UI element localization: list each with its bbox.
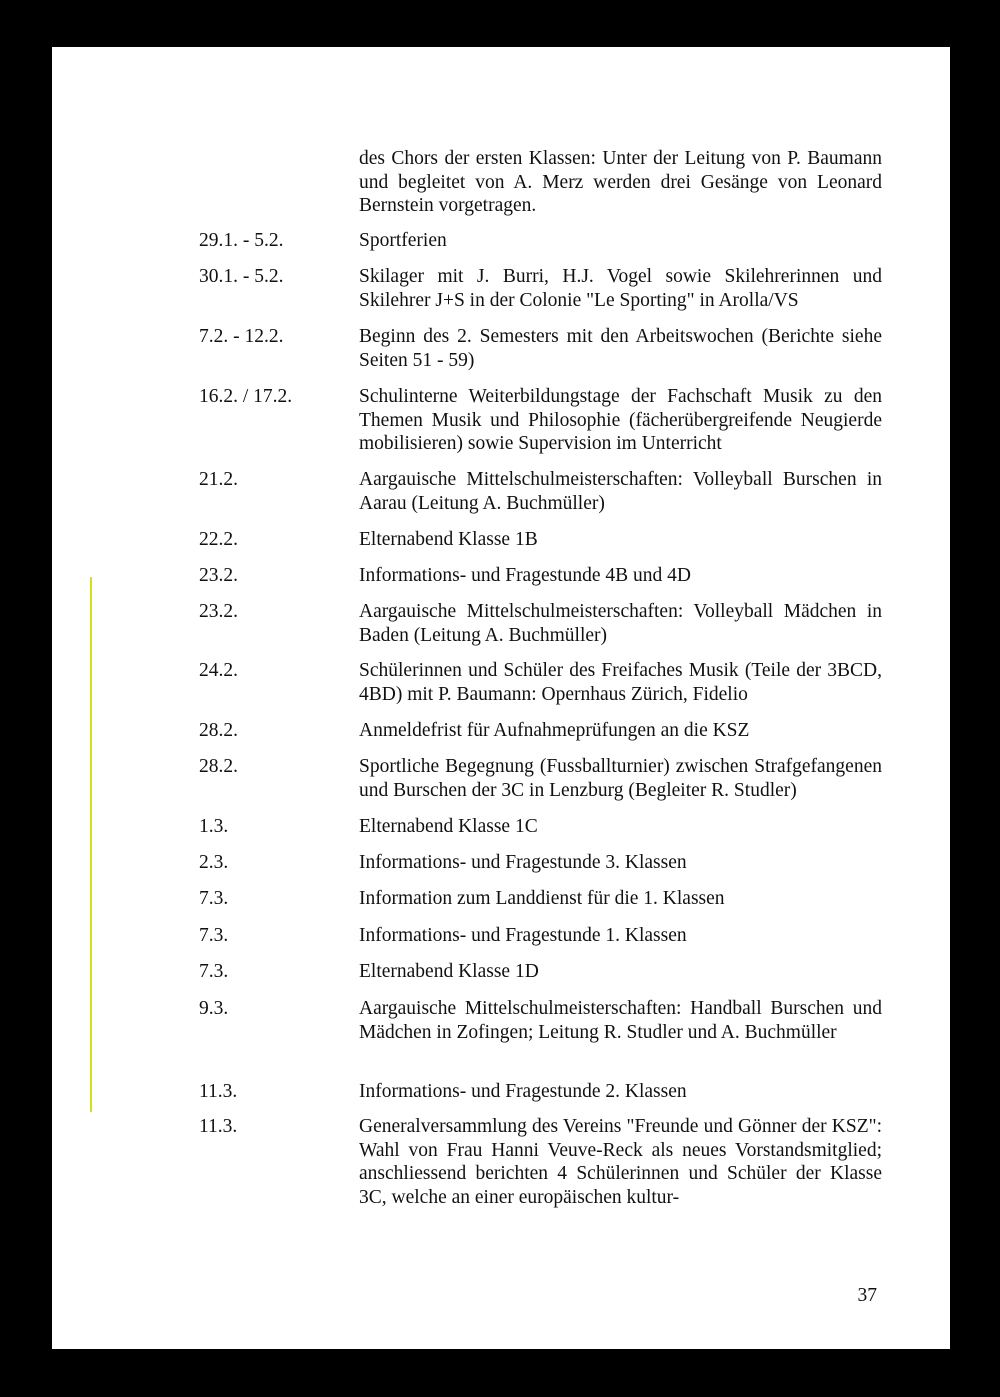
entry-text: Informations- und Fragestunde 4B und 4D — [359, 565, 691, 586]
entry-text: Aargauische Mittelschulmeisterschaften: Volleyball Burschen in Aarau (Leitung A. Buchmüller) — [359, 469, 882, 514]
entry-text: Aargauische Mittelschulmeisterschaften: Handball Burschen und Mädchen in Zofingen; Leitung R. Studler und A. Buchmüller — [359, 998, 882, 1043]
entry-text: Schulinterne Weiterbildungstage der Fachschaft Musik zu den Themen Musik und Philosophie (fächerübergreifende Neugierde mobilisieren) sowie Supervision im Unterricht — [359, 386, 882, 454]
entry-text: des Chors der ersten Klassen: Unter der Leitung von P. Baumann und begleitet von A. Merz werden drei Gesänge von Leonard Bernstein vorgetragen. — [359, 148, 882, 216]
entry-text: Beginn des 2. Semesters mit den Arbeitswochen (Berichte siehe Seiten 51 - 59) — [359, 326, 882, 371]
entry-date: 7.2. - 12.2. — [199, 326, 284, 347]
entry-text: Skilager mit J. Burri, H.J. Vogel sowie Skilehrerinnen und Skilehrer J+S in der Colonie "Le Sporting" in Arolla/VS — [359, 266, 882, 311]
entry-date: 1.3. — [199, 816, 229, 837]
entry-date: 16.2. / 17.2. — [199, 386, 293, 407]
entry-text: Informations- und Fragestunde 1. Klassen — [359, 925, 687, 946]
entry-date: 28.2. — [199, 720, 238, 741]
entry-text: Generalversammlung des Vereins "Freunde und Gönner der KSZ": Wahl von Frau Hanni Veuve-Reck als neues Vorstandsmitglied; anschliessend berichten 4 Schülerinnen und Schüler der Klasse 3C, welche an einer europäischen kultur- — [359, 1116, 882, 1208]
entry-date: 7.3. — [199, 925, 229, 946]
entry-text: Aargauische Mittelschulmeisterschaften: Volleyball Mädchen in Baden (Leitung A. Buchmüller) — [359, 601, 882, 646]
entry-date: 11.3. — [199, 1081, 238, 1102]
page-number: 37 — [857, 1285, 877, 1306]
entry-date: 22.2. — [199, 529, 238, 550]
entry-text: Elternabend Klasse 1B — [359, 529, 538, 550]
entry-date: 23.2. — [199, 565, 238, 586]
entry-date: 9.3. — [199, 998, 229, 1019]
entry-text: Information zum Landdienst für die 1. Klassen — [359, 888, 725, 909]
entry-date: 28.2. — [199, 756, 238, 777]
entry-text: Anmeldefrist für Aufnahmeprüfungen an die KSZ — [359, 720, 750, 741]
entry-date: 29.1. - 5.2. — [199, 230, 284, 251]
document-page — [52, 47, 950, 1349]
entry-date: 24.2. — [199, 660, 238, 681]
entry-date: 11.3. — [199, 1116, 238, 1137]
entry-date: 7.3. — [199, 888, 229, 909]
entry-date: 21.2. — [199, 469, 238, 490]
entry-text: Informations- und Fragestunde 2. Klassen — [359, 1081, 687, 1102]
entry-text: Informations- und Fragestunde 3. Klassen — [359, 852, 687, 873]
entry-date: 2.3. — [199, 852, 229, 873]
entry-text: Sportferien — [359, 230, 447, 251]
entry-date: 23.2. — [199, 601, 238, 622]
entry-text: Elternabend Klasse 1C — [359, 816, 538, 837]
scan-artifact-line — [90, 577, 92, 1112]
entry-date: 7.3. — [199, 961, 229, 982]
entry-text: Schülerinnen und Schüler des Freifaches Musik (Teile der 3BCD, 4BD) mit P. Baumann: Opernhaus Zürich, Fidelio — [359, 660, 882, 705]
entry-text: Elternabend Klasse 1D — [359, 961, 539, 982]
entry-text: Sportliche Begegnung (Fussballturnier) zwischen Strafgefangenen und Burschen der 3C in Lenzburg (Begleiter R. Studler) — [359, 756, 882, 801]
entry-date: 30.1. - 5.2. — [199, 266, 284, 287]
